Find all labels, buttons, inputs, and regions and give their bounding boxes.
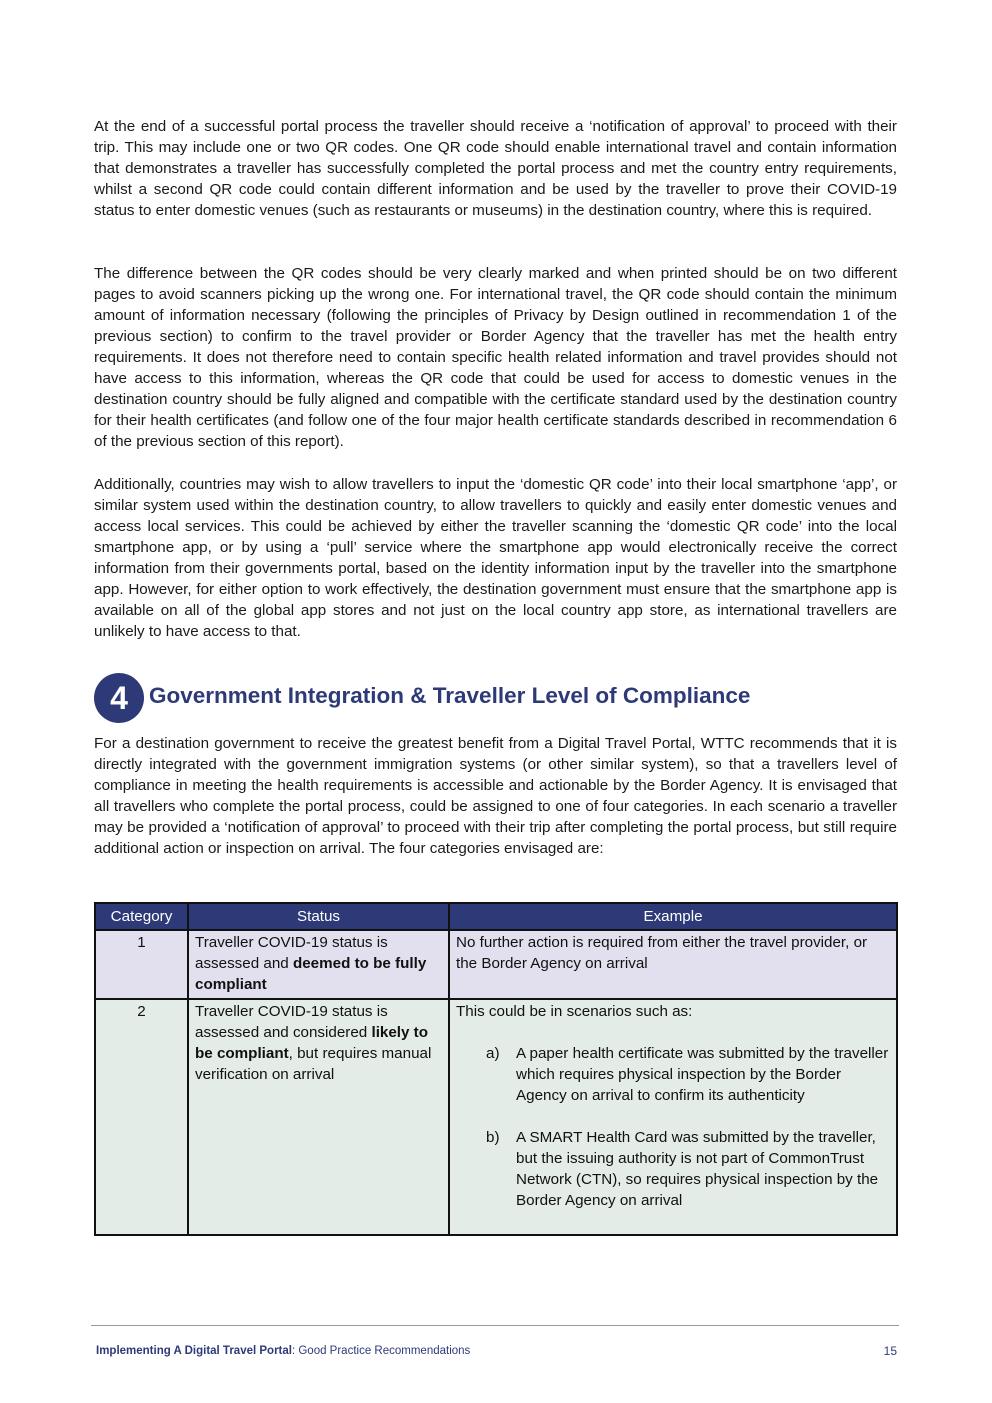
status-text: Traveller COVID-19 status is assessed and considered	[195, 1003, 388, 1041]
category-cell: 1	[95, 930, 188, 999]
paragraph-government-integration: For a destination government to receive the greatest benefit from a Digital Travel Portal, WTTC recommends that it is directly integrated with the government immigration systems (or other similar system), so that a travellers level of compliance in meeting the health requirements is accessible and actionable by the Border Agency. It is envisaged that all travellers who complete the portal process, could be assigned to one of four categories. In each scenario a traveller may be provided a ‘notification of approval’ to proceed with their trip after completing the portal process, but still require additional action or inspection on arrival. The four categories envisaged are:	[94, 735, 897, 857]
column-header-example: Example	[449, 903, 897, 930]
category-cell: 2	[95, 999, 188, 1235]
list-marker: b)	[486, 1129, 500, 1146]
page-number: 15	[883, 1344, 897, 1358]
footer-document-title	[96, 1345, 470, 1357]
list-item-text: A paper health certificate was submitted by the traveller which requires physical inspection by the Border Agency on arrival to confirm its authenticity	[516, 1045, 889, 1104]
example-cell: No further action is required from either the travel provider, or the Border Agency on arrival	[449, 930, 897, 999]
intro-paragraph-notification: At the end of a successful portal process the traveller should receive a ‘notification of approval’ to proceed with their trip. This may include one or two QR codes. One QR code should enable international travel and contain information that demonstrates a traveller has successfully completed the portal process and met the country entry requirements, whilst a second QR code could contain different information and be used by the traveller to prove their COVID-19 status to enter domestic venues (such as restaurants or museums) in the destination country, where this is required.	[94, 118, 897, 219]
status-text: Traveller COVID-19 status is assessed and	[195, 934, 388, 972]
table-row	[95, 999, 897, 1235]
paragraph-domestic-qr-app: Additionally, countries may wish to allow travellers to input the ‘domestic QR code’ into their local smartphone ‘app’, or similar system used within the destination country, to allow travellers to quickly and easily enter domestic venues and access local services. This could be achieved by either the traveller scanning the ‘domestic QR code’ into the local smartphone app, or by using a ‘pull’ service where the smartphone app would electronically receive the correct information from their governments portal, based on the identity information input by the traveller into the smartphone app. However, for either option to work effectively, the destination government must ensure that the smartphone app is available on all of the global app stores and not just on the local country app store, as international travellers are unlikely to have access to that.	[94, 476, 897, 640]
list-item	[456, 1043, 890, 1106]
status-cell	[188, 999, 449, 1235]
status-text-tail: , but requires manual verification on arrival	[195, 1045, 432, 1083]
list-item-text: A SMART Health Card was submitted by the traveller, but the issuing authority is not part of CommonTrust Network (CTN), so requires physical inspection by the Border Agency on arrival	[516, 1129, 879, 1209]
section-number-badge: 4	[94, 673, 144, 723]
status-emphasis: deemed to be fully compliant	[195, 955, 427, 993]
section-title: Government Integration & Traveller Level of Compliance	[149, 683, 751, 708]
list-marker: a)	[486, 1045, 500, 1062]
example-cell	[449, 999, 897, 1235]
status-emphasis: likely to be compliant	[195, 1024, 429, 1062]
list-item	[456, 1127, 890, 1211]
footer-title-rest: : Good Practice Recommendations	[291, 1345, 471, 1357]
table-header-row	[95, 903, 897, 930]
footer-title-bold: Implementing A Digital Travel Portal	[96, 1345, 292, 1357]
compliance-categories-table	[94, 902, 898, 1236]
column-header-status: Status	[188, 903, 449, 930]
column-header-category: Category	[95, 903, 188, 930]
scenario-list	[456, 1043, 890, 1211]
example-intro: This could be in scenarios such as:	[456, 1003, 693, 1020]
section-heading	[94, 673, 897, 723]
table-row	[95, 930, 897, 999]
footer-divider	[91, 1325, 899, 1326]
paragraph-qr-code-difference: The difference between the QR codes should be very clearly marked and when printed should be on two different pages to avoid scanners picking up the wrong one. For international travel, the QR code should contain the minimum amount of information necessary (following the principles of Privacy by Design outlined in recommendation 1 of the previous section) to confirm to the travel provider or Border Agency that the traveller has met the health entry requirements. It does not therefore need to contain specific health related information and travel provides should not have access to this information, whereas the QR code that could be used for access to domestic venues in the destination country should be fully aligned and compatible with the certificate standard used by the destination country for their health certificates (and follow one of the four major health certificate standards described in recommendation 6 of the previous section of this report).	[94, 265, 897, 450]
status-cell	[188, 930, 449, 999]
